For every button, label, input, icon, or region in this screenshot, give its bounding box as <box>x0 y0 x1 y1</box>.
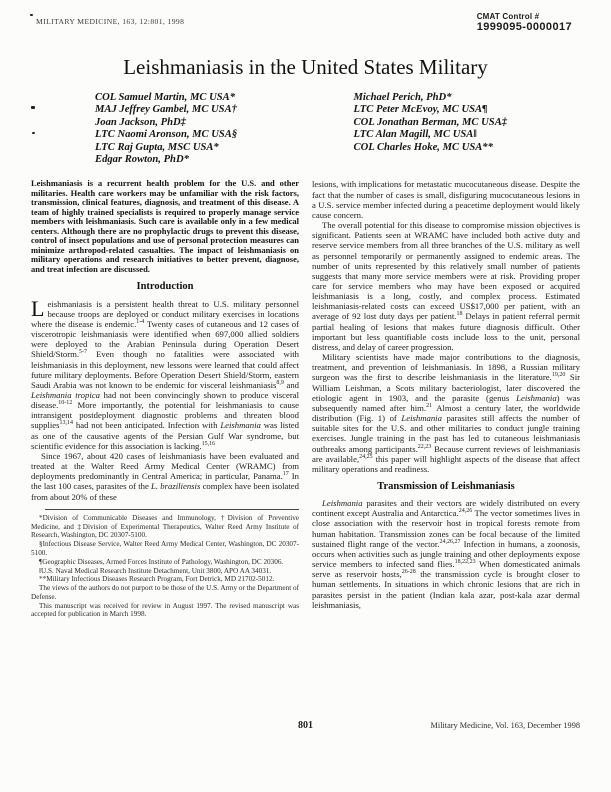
cmat-control-number: 1999095-0000017 <box>476 21 572 33</box>
author-name: MAJ Jeffrey Gambel, MC USA† <box>95 104 237 116</box>
footnote-rule <box>45 509 299 510</box>
author-name: LTC Alan Magill, MC USA‖ <box>353 129 477 141</box>
footnote: ‖U.S. Naval Medical Research Institute Detachment, Unit 3800, APO AA 34031. <box>39 566 272 575</box>
page-footer <box>0 720 611 734</box>
drop-cap: L <box>31 295 45 321</box>
introduction-paragraph-2: Since 1967, about 420 cases of leishmaniasis have been evaluated and treated at the Walter Reed Army Medical Center (WRAMC) from deployments predominantly in Central America; in particular, Panama.$^{17}$ In the last 100 cases, parasites of the L. braziliensis complex have been isolated from about 20% of these <box>31 450 300 502</box>
author-name: COL Charles Hoke, MC USA** <box>353 141 493 153</box>
body-paragraph-military-contributions: Military scientists have made major contributions to the diagnosis, treatment, and prevention of leishmaniasis. In 1898, a Russian military surgeon was the first to describe leishmaniasis in the literature.$^{19,20}$ Sir William Leishman, a Scots military bacteriologist, later discovered the etiologic agent in 1903, and the parasite (genus Leishmania) was subsequently named after him.$^{21}$ Almost a century later, the worldwide distribution (Fig. 1) of Leishmania parasites still affects the number of suitable sites for the U.S. and other militaries to conduct jungle training exercises. Jungle training in the past has led to cutaneous leishmaniasis outbreaks among participants.$^{22,23}$ Because current reviews of leishmaniasis are available,$^{24,25}$ this paper will highlight aspects of the disease that affect military operations and readiness. <box>312 352 581 474</box>
footnote-manuscript-history: This manuscript was received for review in August 1997. The revised manuscript was accepted for publication in March 1998. <box>31 601 299 619</box>
footnote: §Infectious Disease Service, Walter Reed Army Medical Center, Washington, DC 20307-5100. <box>31 540 299 557</box>
cmat-control-block <box>477 12 572 33</box>
section-heading-introduction: Introduction <box>136 281 194 293</box>
right-column <box>312 179 580 619</box>
author-block <box>31 92 580 166</box>
left-column <box>31 179 299 619</box>
journal-citation-line: MILITARY MEDICINE, 163, 12:801, 1998 <box>36 17 185 26</box>
cmat-control-label: CMAT Control # <box>476 12 540 21</box>
page-title: Leishmaniasis in the United States Military <box>123 55 488 79</box>
author-name: COL Jonathan Berman, MC USA‡ <box>353 116 508 128</box>
scan-artifact <box>32 132 35 134</box>
transmission-paragraph-1: Leishmania parasites and their vectors are widely distributed on every continent except Australia and Antarctica.$^{24,26}$ The vector sometimes lives in close association with the reservoir host in tropical forests remote from human habitation. Transmission zones can be focal because of the limited sustained flight range of the vector.$^{24,26,27}$ Infection in humans, a zoonosis, occurs when activities such as jungle training and other deployments expose service members to infected sand flies.$^{18,22,23}$ When domesticated animals serve as reservoir hosts,$^{26-28}$ the transmission cycle is brought closer to human settlements. In situations in which chronic lesions that are rich in parasites persist in the patient (Indian kala azar, post-kala azar dermal leishmaniasis, <box>312 498 580 610</box>
body-paragraph-continuation: lesions, with implications for metastatic mucocutaneous disease. Despite the fact that the number of cases is small, disfiguring mucocutaneous lesions in a U.S. service member infected during a peacetime deployment would likely cause concern. <box>312 179 580 220</box>
author-name: LTC Raj Gupta, MSC USA* <box>95 141 219 153</box>
body-paragraph-mission-impact: The overall potential for this disease to compromise mission objectives is significant. Patients seen at WRAMC have included both active duty and reserve service members from all three branches of the U.S. military as well as personnel temporarily or permanently assigned to endemic areas. The number of units represented by this relatively small number of patients suggests that many more service members were at risk. Providing proper care for service members who may have been exposed or acquired leishmaniasis is a long, costly, and complex process. Estimated leishmaniasis-related costs can exceed US$17,000 per patient, with an average of 92 lost duty days per patient.$^{18}$ Delays in patient referral permit partial healing of lesions that makes future diagnosis difficult. Other important but less quantifiable costs include loss to the unit, personal distress, and delay of career progression. <box>312 220 580 352</box>
author-name: LTC Peter McEvoy, MC USA¶ <box>353 104 488 116</box>
footnote: **Military Infectious Diseases Research Program, Fort Detrick, MD 21702-5012. <box>39 575 275 584</box>
page-number: 801 <box>298 720 313 731</box>
author-column-right <box>306 92 581 166</box>
scan-artifact <box>31 106 35 109</box>
footnote-block <box>31 514 299 620</box>
section-heading-transmission: Transmission of Leishmaniasis <box>377 480 515 492</box>
footnote: *Division of Communicable Diseases and Immunology, †Division of Preventive Medicine, and ‡Division of Experimental Therapeutics, Walter Reed Army Institute of Research, Washington, DC 20307-5100. <box>31 513 299 540</box>
author-name: COL Samuel Martin, MC USA* <box>95 92 236 103</box>
abstract-paragraph: Leishmaniasis is a recurrent health problem for the U.S. and other militaries. Health care workers may be unfamiliar with the risk factors, transmission, clinical features, diagnosis, and treatment of this disease. A team of highly trained specialists is required to properly manage service members with leishmaniasis. Such care is available only in a few medical centers. Although there are no prophylactic drugs to prevent this disease, control of insect populations and use of personal protection measures can minimize arthropod-related casualties. The impact of leishmaniasis on military operations and research initiatives to better prevent, diagnose, and treat infection are discussed. <box>31 178 299 274</box>
author-column-left <box>31 92 306 166</box>
journal-reference: Military Medicine, Vol. 163, December 1998 <box>430 721 580 730</box>
footnote: ¶Geographic Diseases, Armed Forces Institute of Pathology, Washington, DC 20306. <box>39 557 284 566</box>
author-name: Michael Perich, PhD* <box>353 92 452 103</box>
introduction-paragraph-1 <box>31 295 300 451</box>
introduction-paragraph-1-text: eishmaniasis is a persistent health threat to U.S. military personnel because troops are deployed or conduct military exercises in locations where the disease is endemic.$^{1-4}$ Twenty cases of cutaneous and 12 cases of viscerotropic leishmaniasis were identified when 697,000 allied soldiers were deployed to the Arabian Peninsula during Operation Desert Shield/Storm.$^{5-7}$ Even though no fatalities were associated with leishmaniasis in this deployment, new lessons were learned that could affect future military deployments. Before Operation Desert Shield/Storm, eastern Saudi Arabia was not known to be endemic for visceral leishmaniasis$^{8,9}$ and Leishmania tropica had not been convincingly shown to produce visceral disease.$^{10-12}$ More importantly, the potential for leishmaniasis to cause intransigent postdeployment diagnostic problems and threaten blood supplies$^{13,14}$ had not been anticipated. Infection with Leishmania was listed as one of the causative agents of the Persian Gulf War syndrome, but scientific evidence for this association is lacking.$^{15,16}$ <box>31 298 300 451</box>
two-column-body <box>31 179 580 619</box>
author-name: Edgar Rowton, PhD* <box>95 154 189 166</box>
page-header <box>31 12 580 46</box>
author-name: Joan Jackson, PhD‡ <box>95 116 186 128</box>
footnote-disclaimer: The views of the authors do not purport to be those of the U.S. Army or the Department of Defense. <box>31 584 299 601</box>
scan-artifact <box>30 14 33 16</box>
author-name: LTC Naomi Aronson, MC USA§ <box>95 129 238 141</box>
